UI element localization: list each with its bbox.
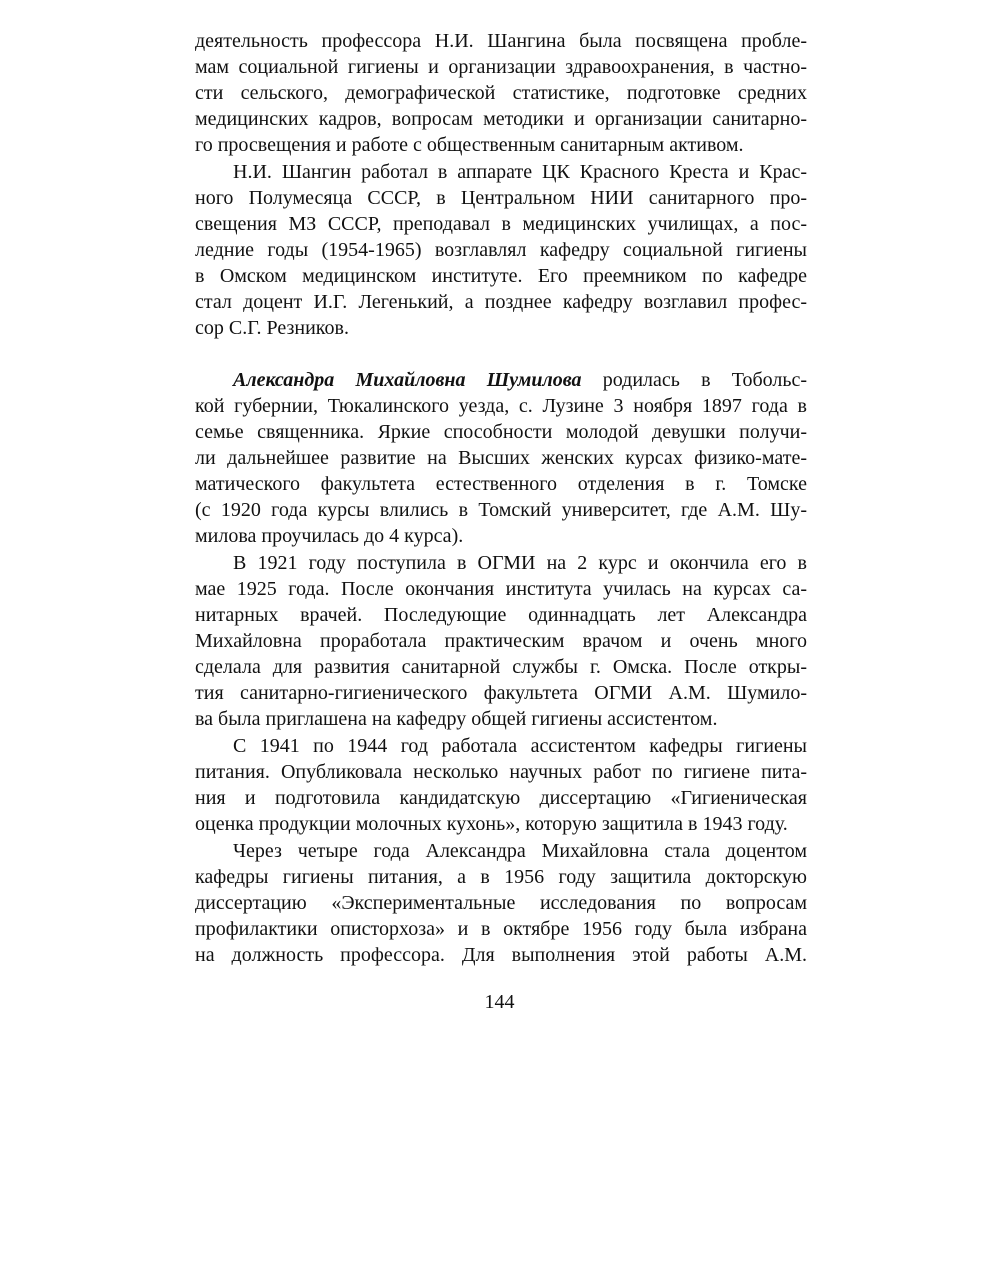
document-page: [195, 28, 807, 968]
text-line: ва была приглашена на кафедру общей гигиены ассистентом.: [195, 708, 718, 730]
text-line: ного Полумесяца СССР, в Центральном НИИ санитарного про-: [195, 187, 807, 209]
text-line: сти сельского, демографической статистике, подготовке средних: [195, 82, 807, 104]
text-line: сделала для развития санитарной службы г. Омска. После откры-: [195, 656, 807, 678]
person-name: Александра Михайловна Шумилова: [233, 369, 582, 391]
text-line: мае 1925 года. После окончания института училась на курсах са-: [195, 578, 807, 600]
text-line: тия санитарно-гигиенического факультета ОГМИ А.М. Шумило-: [195, 682, 807, 704]
text-line: питания. Опубликовала несколько научных работ по гигиене пита-: [195, 761, 807, 783]
paragraph-4: [195, 550, 807, 732]
text-fragment: родилась в Тобольс-: [581, 369, 807, 391]
text-line: матического факультета естественного отделения в г. Томске: [195, 473, 807, 495]
text-line: сор С.Г. Резников.: [195, 317, 349, 339]
text-line: милова проучилась до 4 курса).: [195, 525, 464, 547]
section-gap: [195, 341, 807, 367]
paragraph-6: [195, 838, 807, 968]
text-line: [195, 367, 807, 393]
text-line: мам социальной гигиены и организации здравоохранения, в частно-: [195, 56, 807, 78]
text-line: деятельность профессора Н.И. Шангина была посвящена пробле-: [195, 30, 807, 52]
text-line: го просвещения и работе с общественным санитарным активом.: [195, 134, 744, 156]
text-line: оценка продукции молочных кухонь», которую защитила в 1943 году.: [195, 813, 788, 835]
text-line: профилактики описторхоза» и в октябре 1956 году была избрана: [195, 918, 807, 940]
text-line: В 1921 году поступила в ОГМИ на 2 курс и окончила его в: [233, 552, 807, 574]
text-line: Михайловна проработала практическим врачом и очень много: [195, 630, 807, 652]
text-line: (с 1920 года курсы влились в Томский университет, где А.М. Шу-: [195, 499, 807, 521]
text-line: Н.И. Шангин работал в аппарате ЦК Красного Креста и Крас-: [233, 161, 807, 183]
text-line: свещения МЗ СССР, преподавал в медицинских училищах, а пос-: [195, 213, 807, 235]
text-line: нитарных врачей. Последующие одиннадцать лет Александра: [195, 604, 807, 626]
text-line: кафедры гигиены питания, а в 1956 году защитила докторскую: [195, 866, 807, 888]
text-line: на должность профессора. Для выполнения этой работы А.М.: [195, 944, 807, 966]
paragraph-3: [195, 367, 807, 549]
paragraph-1: [195, 28, 807, 158]
text-line: Через четыре года Александра Михайловна стала доцентом: [233, 840, 807, 862]
text-line: ли дальнейшее развитие на Высших женских курсах физико-мате-: [195, 447, 807, 469]
paragraph-5: [195, 733, 807, 837]
text-line: в Омском медицинском институте. Его преемником по кафедре: [195, 265, 807, 287]
text-line: медицинских кадров, вопросам методики и организации санитарно-: [195, 108, 807, 130]
text-line: ледние годы (1954-1965) возглавлял кафедру социальной гигиены: [195, 239, 807, 261]
text-line: стал доцент И.Г. Легенький, а позднее кафедру возглавил профес-: [195, 291, 807, 313]
text-line: семье священника. Яркие способности молодой девушки получи-: [195, 421, 807, 443]
text-line: ния и подготовила кандидатскую диссертацию «Гигиеническая: [195, 787, 807, 809]
paragraph-2: [195, 159, 807, 341]
text-line: кой губернии, Тюкалинского уезда, с. Лузине 3 ноября 1897 года в: [195, 395, 807, 417]
text-line: С 1941 по 1944 год работала ассистентом кафедры гигиены: [233, 735, 807, 757]
page-number: 144: [484, 991, 515, 1013]
text-line: диссертацию «Экспериментальные исследования по вопросам: [195, 892, 807, 914]
